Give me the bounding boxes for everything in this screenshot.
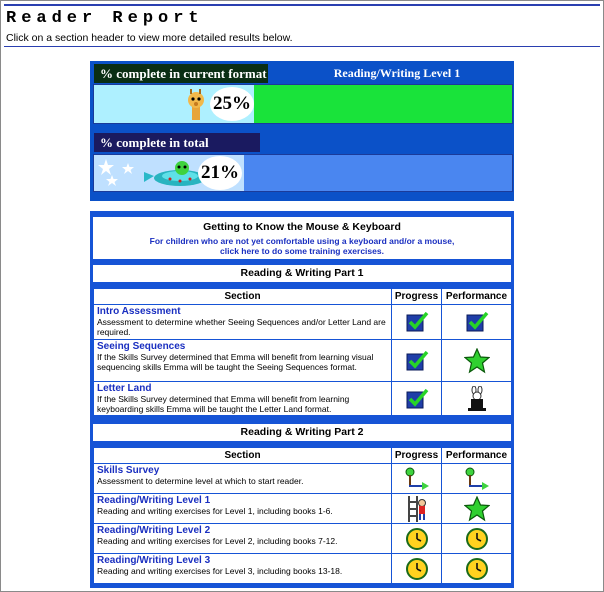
part-1-header[interactable]: Reading & Writing Part 1 xyxy=(93,265,511,282)
current-format-progress-fill xyxy=(254,85,512,123)
clock-icon xyxy=(465,530,489,547)
checkbox-icon xyxy=(465,313,489,330)
level-3-link[interactable]: Reading/Writing Level 3 xyxy=(97,555,211,566)
current-format-progress-bar xyxy=(93,84,513,124)
signpost-icon xyxy=(402,470,432,487)
current-format-label: % complete in current format xyxy=(94,64,268,83)
seeing-sequences-link[interactable]: Seeing Sequences xyxy=(97,341,186,352)
part-2-table xyxy=(93,447,512,584)
total-program-percent: 21% xyxy=(198,156,242,190)
intro-assessment-link[interactable]: Intro Assessment xyxy=(97,306,181,317)
ladder-climber-icon xyxy=(405,500,429,517)
clock-icon xyxy=(465,560,489,577)
skills-survey-link[interactable]: Skills Survey xyxy=(97,465,160,476)
performance-column-header: Performance xyxy=(442,289,512,305)
level-2-link[interactable]: Reading/Writing Level 2 xyxy=(97,525,211,536)
table-row: Intro Assessment Assessment to determine whether Seeing Sequences and/or Letter Land are required. xyxy=(94,305,512,340)
table-row: Skills Survey Assessment to determine level at which to start reader. xyxy=(94,464,512,494)
total-program-progress-bar xyxy=(93,154,513,192)
part-2-header[interactable]: Reading & Writing Part 2 xyxy=(93,424,511,441)
subtitle-divider xyxy=(4,46,600,47)
star-icon xyxy=(464,500,490,517)
checkbox-icon xyxy=(405,390,429,407)
magic-hat-icon xyxy=(466,390,488,407)
page-title: Reader Report xyxy=(6,9,204,28)
page-subtitle: Click on a section header to view more detailed results below. xyxy=(6,32,293,44)
table-row: Seeing Sequences If the Skills Survey determined that Emma will benefit from learning visual sequencing skills Emma will be taught the Seeing Sequences format. xyxy=(94,340,512,382)
training-exercises-link[interactable]: For children who are not yet comfortable using a keyboard and/or a mouse, click here to do some training exercises. xyxy=(149,236,455,256)
star-icon xyxy=(464,352,490,369)
table-row: Reading/Writing Level 1 Reading and writing exercises for Level 1, including books 1-6. xyxy=(94,494,512,524)
signpost-icon xyxy=(462,470,492,487)
level-1-link[interactable]: Reading/Writing Level 1 xyxy=(97,495,211,506)
section-column-header: Section xyxy=(94,289,392,305)
getting-to-know-section xyxy=(93,217,511,259)
part-1-table xyxy=(93,288,512,416)
performance-column-header: Performance xyxy=(442,448,512,464)
table-row: Reading/Writing Level 3 Reading and writing exercises for Level 3, including books 13-18. xyxy=(94,554,512,584)
table-row: Letter Land If the Skills Survey determined that Emma will benefit from learning keyboarding skills Emma will be taught the Letter Land format. xyxy=(94,382,512,416)
section-column-header: Section xyxy=(94,448,392,464)
total-program-label: % complete in total xyxy=(94,133,260,152)
current-level-label: Reading/Writing Level 1 xyxy=(333,66,461,80)
clock-icon xyxy=(405,560,429,577)
getting-to-know-header[interactable]: Getting to Know the Mouse & Keyboard xyxy=(203,221,401,233)
table-row: Reading/Writing Level 2 Reading and writing exercises for Level 2, including books 7-12. xyxy=(94,524,512,554)
giraffe-icon xyxy=(182,88,208,122)
letter-land-link[interactable]: Letter Land xyxy=(97,383,152,394)
progress-column-header: Progress xyxy=(392,448,442,464)
checkbox-icon xyxy=(405,352,429,369)
stars-icon xyxy=(98,157,142,189)
clock-icon xyxy=(405,530,429,547)
current-format-percent: 25% xyxy=(210,87,254,121)
top-divider xyxy=(4,4,600,6)
progress-column-header: Progress xyxy=(392,289,442,305)
progress-panel xyxy=(90,61,514,201)
report-table xyxy=(90,211,514,588)
checkbox-icon xyxy=(405,313,429,330)
